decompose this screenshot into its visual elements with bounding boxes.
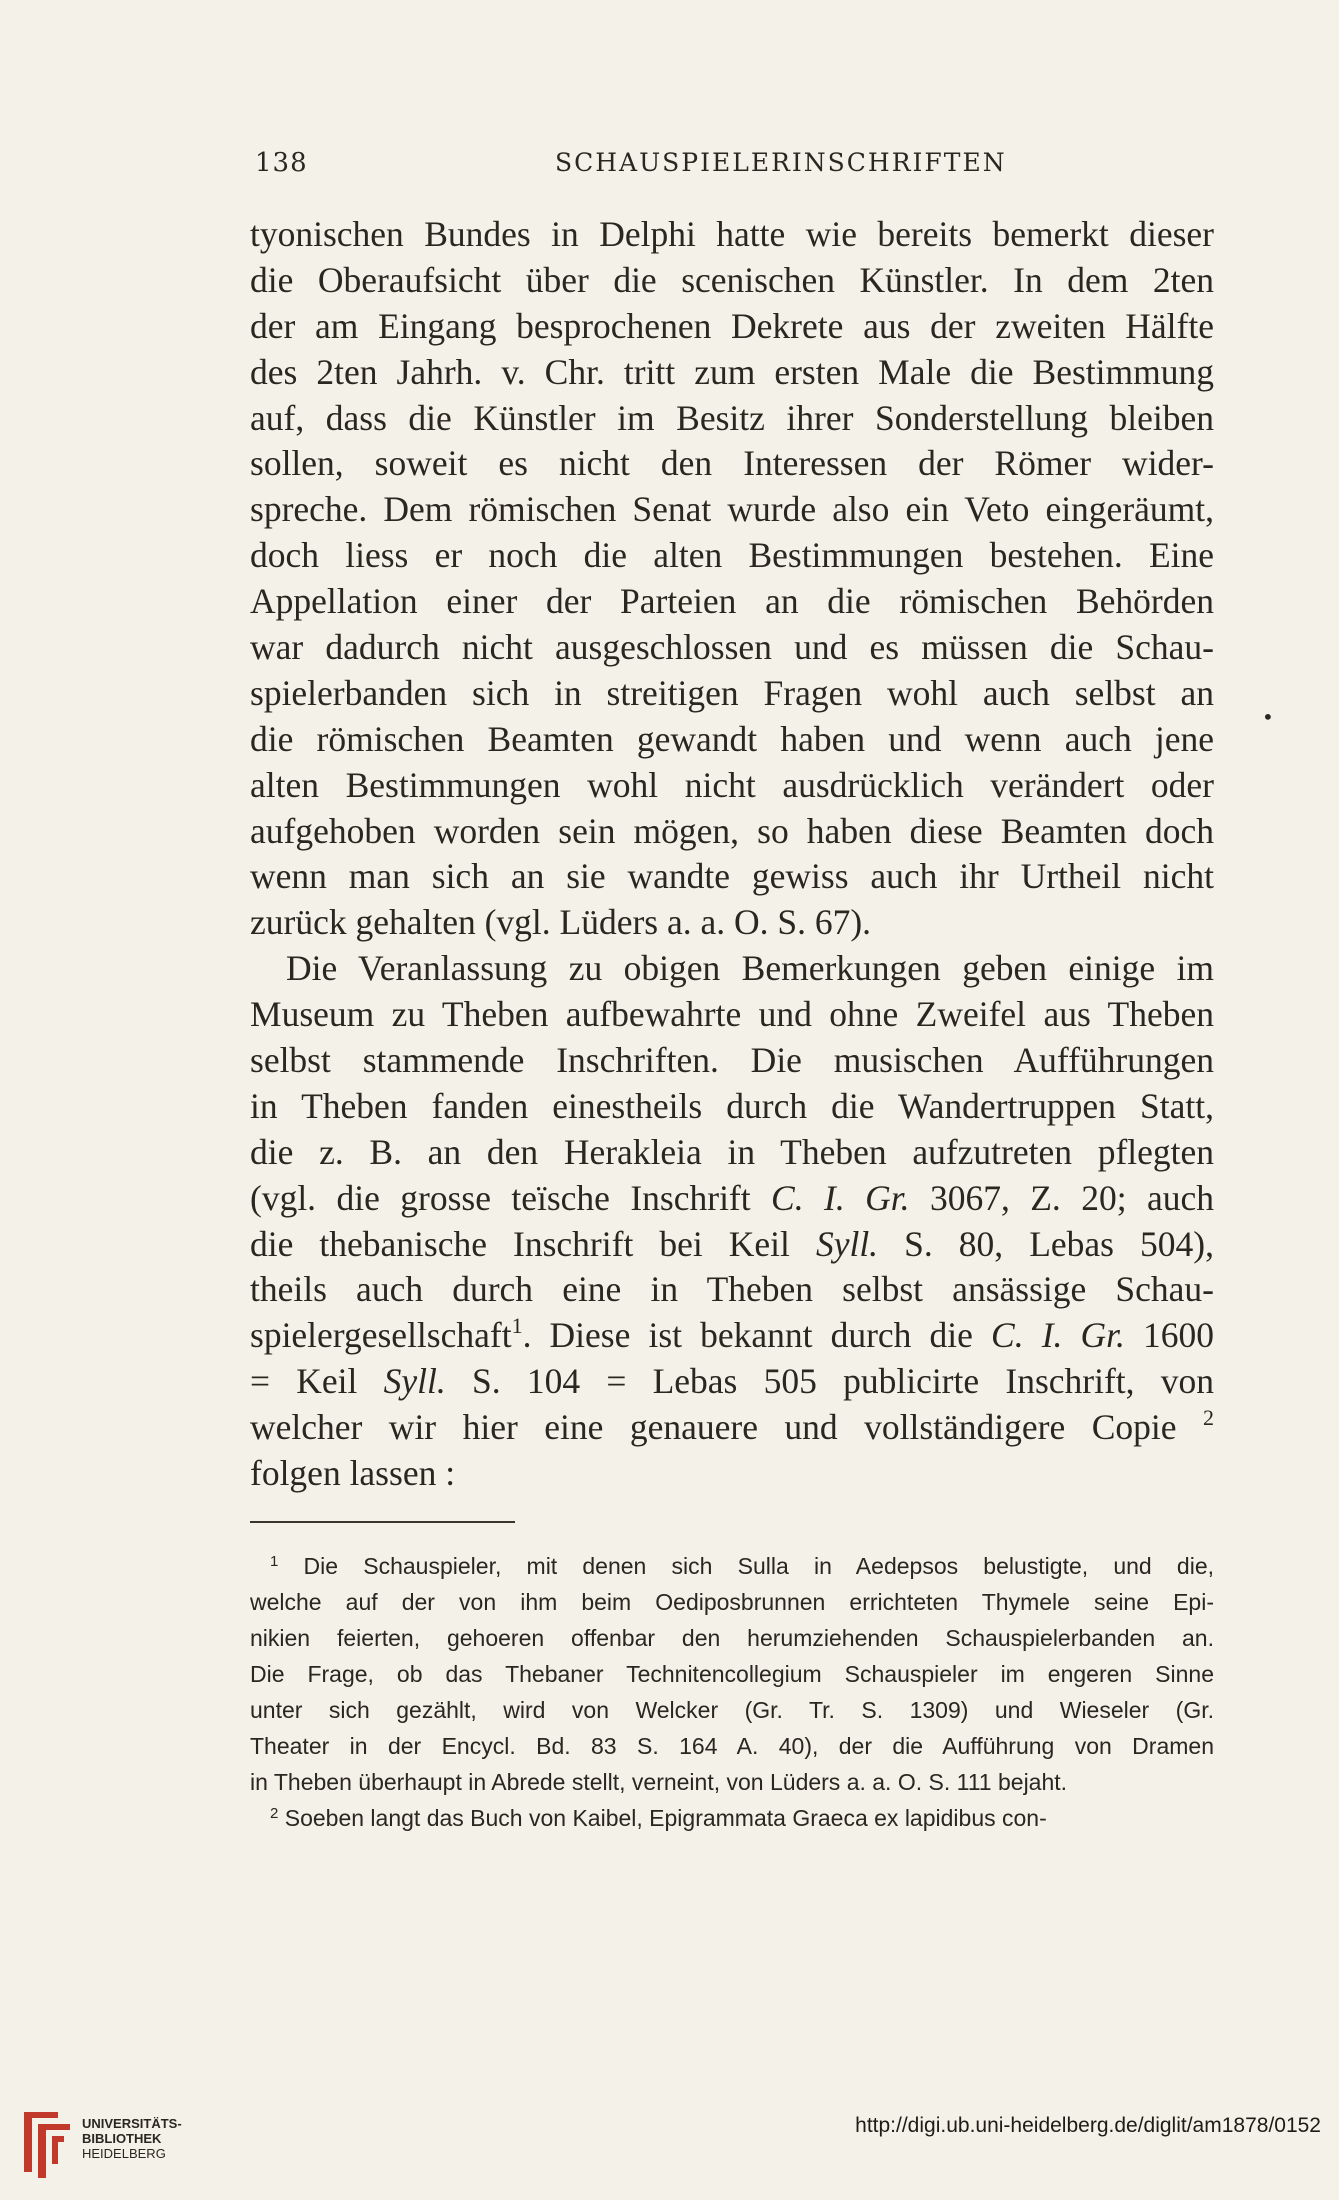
footnote-text: Die Schauspieler, mit denen sich Sulla in Aedepsos belustigte, und die, [303,1553,1215,1579]
text-line [250,1313,1214,1359]
footnote-line: Theater in der Encycl. Bd. 83 S. 164 A. 40), der die Aufführung von Dramen [250,1733,1214,1759]
text-run: S. 104 = Lebas 505 publicirte Inschrift, von [445,1361,1214,1402]
text-line: spielerbanden sich in streitigen Fragen wohl auch selbst an [250,672,1214,713]
library-name [82,2116,182,2161]
text-line: Museum zu Theben aufbewahrte und ohne Zweifel aus Theben [250,994,1214,1035]
text-line: Die Veranlassung zu obigen Bemerkungen geben einige im [286,948,1214,989]
footnote-line: nikien feierten, gehoeren offenbar den herumziehenden Schauspielerbanden an. [250,1625,1214,1651]
text-line: Appellation einer der Parteien an die römischen Behörden [250,581,1214,622]
footnote-line: in Theben überhaupt in Abrede stellt, verneint, von Lüders a. a. O. S. 111 bejaht. [250,1769,1068,1795]
text-line: die Oberaufsicht über die scenischen Künstler. In dem 2ten [250,259,1214,300]
text-line: der am Eingang besprochenen Dekrete aus der zweiten Hälfte [250,305,1214,346]
text-run: spielergesellschaft [250,1315,512,1356]
text-line: in Theben fanden einestheils durch die Wandertruppen Statt, [250,1085,1214,1126]
footnote-ref[interactable]: 2 [1203,1405,1214,1431]
text-line [250,1405,1214,1451]
text-line: sollen, soweit es nicht den Interessen der Römer wider- [250,443,1214,484]
text-line: selbst stammende Inschriften. Die musischen Aufführungen [250,1040,1214,1081]
text-line: wenn man sich an sie wandte gewiss auch ihr Urtheil nicht [250,856,1214,897]
footnote-mark: 2 [270,1805,279,1822]
footnotes [250,1548,1214,1836]
source-url-link[interactable]: http://digi.ub.uni-heidelberg.de/diglit/am1878/0152 [855,2114,1321,2137]
margin-mark: • [1262,705,1274,729]
text-run: = Keil [250,1361,384,1402]
footnote-line: unter sich gezählt, wird von Welcker (Gr. Tr. S. 1309) und Wieseler (Gr. [250,1697,1214,1723]
text-line: aufgehoben worden sein mögen, so haben diese Beamten doch [250,810,1214,851]
footnote-divider [250,1521,515,1523]
text-line [250,1359,1214,1405]
page-header [255,148,1219,188]
text-line: spreche. Dem römischen Senat wurde also ein Veto eingeräumt, [250,489,1214,530]
body-text [250,212,1214,1497]
library-name-line: BIBLIOTHEK [82,2131,162,2146]
footnote-line [250,1800,1214,1836]
text-run: (vgl. die grosse teïsche Inschrift [250,1177,772,1218]
page-number: 138 [255,148,308,178]
text-line: des 2ten Jahrh. v. Chr. tritt zum ersten Male die Bestimmung [250,351,1214,392]
footnote-mark: 1 [270,1553,279,1570]
running-head: SCHAUSPIELERINSCHRIFTEN [555,148,1007,177]
text-line [250,1222,1214,1268]
text-line: theils auch durch eine in Theben selbst ansässige Schau- [250,1269,1214,1310]
citation-italic: C. I. Gr. [991,1315,1125,1356]
footnote-ref[interactable]: 1 [511,1313,523,1339]
text-run: die thebanische Inschrift bei Keil [250,1223,816,1264]
citation-italic: C. I. Gr. [771,1177,910,1218]
text-line: alten Bestimmungen wohl nicht ausdrücklich verändert oder [250,764,1214,805]
text-line: tyonischen Bundes in Delphi hatte wie bereits bemerkt dieser [250,214,1214,254]
text-line [250,1176,1214,1222]
library-name-line: HEIDELBERG [82,2146,166,2161]
text-line: die römischen Beamten gewandt haben und wenn auch jene [250,718,1214,759]
text-run: 3067, Z. 20; auch [909,1177,1215,1218]
text-run: welcher wir hier eine genauere und vollständigere Copie [250,1407,1203,1448]
text-run: . Diese ist bekannt durch die [522,1315,992,1356]
text-line: zurück gehalten (vgl. Lüders a. a. O. S. 67). [250,902,872,943]
text-line: war dadurch nicht ausgeschlossen und es müssen die Schau- [250,627,1214,668]
text-line: auf, dass die Künstler im Besitz ihrer Sonderstellung bleiben [250,397,1214,438]
library-logo-icon [18,2108,76,2180]
footnote-line: welche auf der von ihm beim Oediposbrunnen errichteten Thymele seine Epi- [250,1589,1214,1615]
library-name-line: UNIVERSITÄTS- [82,2116,182,2131]
footnote-line: Die Frage, ob das Thebaner Technitencollegium Schauspieler im engeren Sinne [250,1661,1214,1687]
footnote-line [250,1548,1214,1584]
footnote-text: Soeben langt das Buch von Kaibel, Epigrammata Graeca ex lapidibus con- [284,1805,1047,1831]
text-line: folgen lassen : [250,1453,456,1494]
text-line: doch liess er noch die alten Bestimmungen bestehen. Eine [250,535,1214,576]
page-footer [0,2100,1339,2200]
citation-italic: Syll. [815,1223,879,1264]
text-run: S. 80, Lebas 504), [878,1223,1214,1264]
citation-italic: Syll. [383,1361,446,1402]
text-run: 1600 [1124,1315,1214,1356]
text-line: die z. B. an den Herakleia in Theben aufzutreten pflegten [250,1131,1214,1172]
